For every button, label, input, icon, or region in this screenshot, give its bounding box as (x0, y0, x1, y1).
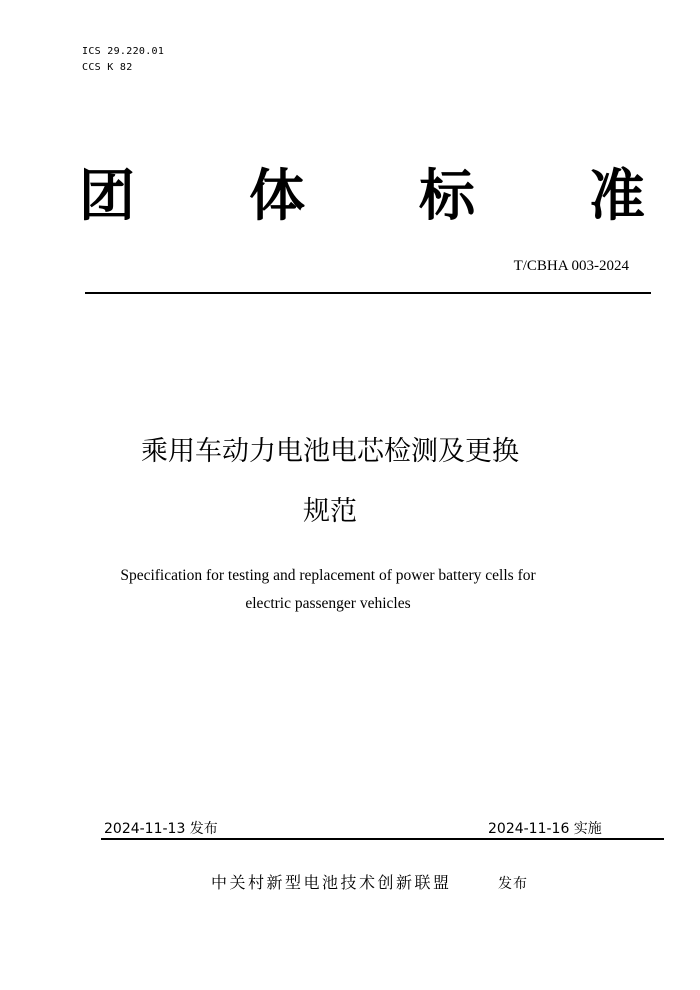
title-english-line2: electric passenger vehicles (245, 595, 411, 612)
header-divider (85, 292, 651, 294)
title-chinese-line2: 规范 (303, 496, 357, 527)
issue-date: 2024-11-13 发布 (104, 821, 218, 837)
standard-type-char: 体 (249, 164, 305, 229)
title-english-line1: Specification for testing and replacement of power battery cells for (120, 567, 536, 584)
standard-type-char: 团 (79, 164, 135, 229)
footer-divider (101, 838, 664, 840)
ics-code: ICS 29.220.01 (82, 46, 165, 57)
classification-codes (82, 44, 164, 76)
standard-number: T/CBHA 003-2024 (513, 258, 629, 274)
standard-type-char: 标 (419, 164, 475, 229)
publisher-name: 中关村新型电池技术创新联盟 (211, 873, 452, 892)
title-chinese-line1: 乘用车动力电池电芯检测及更换 (141, 436, 519, 467)
implementation-date: 2024-11-16 实施 (488, 821, 602, 837)
publish-label: 发布 (498, 876, 528, 892)
standard-type-char: 准 (589, 164, 645, 229)
ccs-code: CCS K 82 (82, 62, 133, 73)
